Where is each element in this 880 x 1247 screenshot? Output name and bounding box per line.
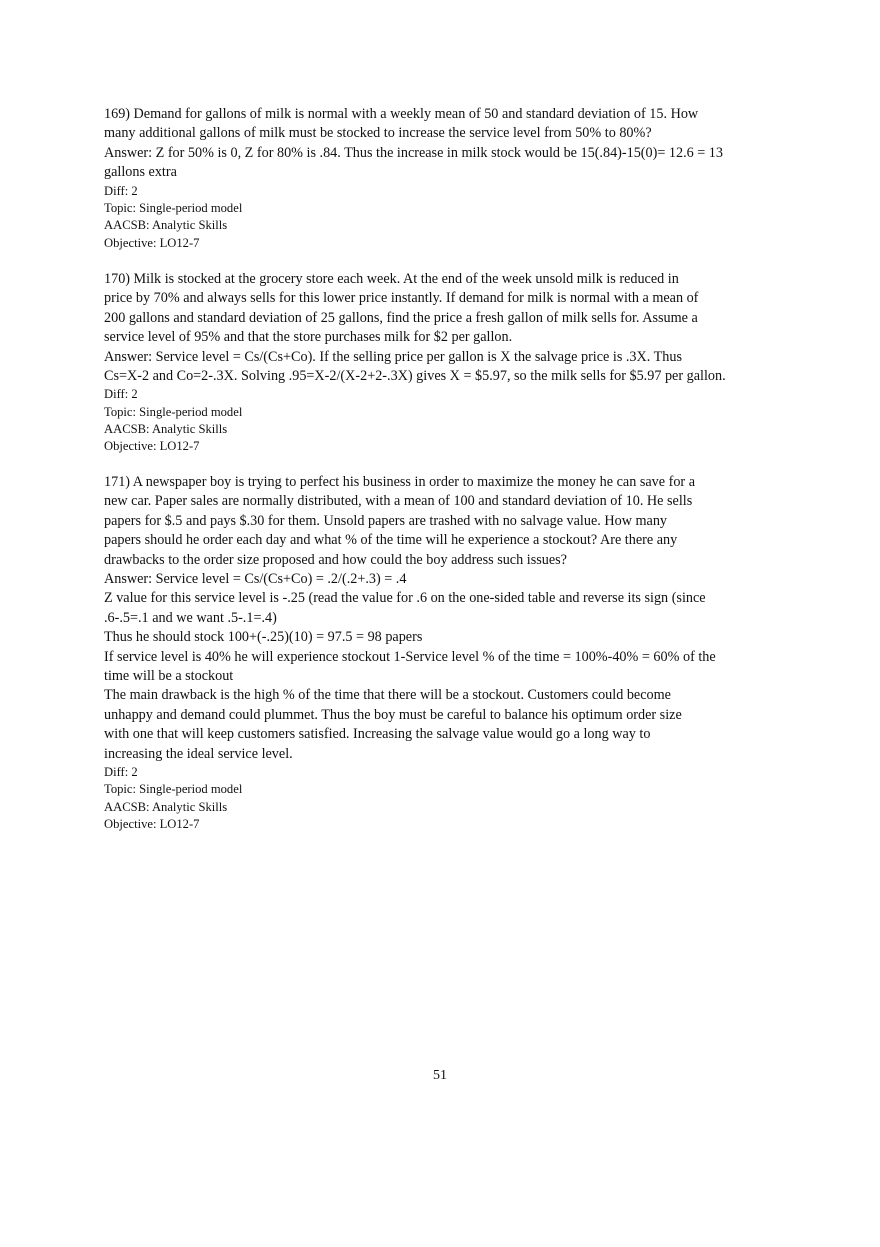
question-text-line: papers should he order each day and what % of the time will he experience a stockout? Are there any	[104, 532, 678, 549]
page-number: 51	[433, 1068, 447, 1083]
question-objective: Objective: LO12-7	[104, 439, 200, 454]
question-aacsb: AACSB: Analytic Skills	[104, 799, 228, 814]
question-aacsb: AACSB: Analytic Skills	[104, 218, 228, 233]
question-170	[104, 270, 764, 456]
question-text-line: .6-.5=.1 and we want .5-.1=.4)	[104, 609, 277, 626]
question-text-line: Answer: Service level = Cs/(Cs+Co) = .2/(.2+.3) = .4	[104, 571, 407, 588]
question-171	[104, 473, 764, 833]
question-objective: Objective: LO12-7	[104, 235, 200, 250]
question-text-line: unhappy and demand could plummet. Thus the boy must be careful to balance his optimum order size	[104, 706, 682, 723]
question-text-line: 170) Milk is stocked at the grocery store each week. At the end of the week unsold milk is reduced in	[104, 271, 679, 287]
question-text-line: 171) A newspaper boy is trying to perfect his business in order to maximize the money he can save for a	[104, 474, 695, 490]
question-text-line: many additional gallons of milk must be stocked to increase the service level from 50% to 80%?	[104, 125, 652, 142]
question-text-line: Answer: Z for 50% is 0, Z for 80% is .84. Thus the increase in milk stock would be 15(.84)-15(0)= 12.6 = 13	[104, 144, 723, 161]
question-text-line: with one that will keep customers satisfied. Increasing the salvage value would go a long way to	[104, 726, 651, 743]
question-text-line: gallons extra	[104, 164, 177, 181]
question-topic: Topic: Single-period model	[104, 782, 243, 797]
question-aacsb: AACSB: Analytic Skills	[104, 422, 228, 437]
question-text-line: drawbacks to the order size proposed and how could the boy address such issues?	[104, 551, 567, 568]
question-topic: Topic: Single-period model	[104, 404, 243, 419]
question-text-line: 169) Demand for gallons of milk is normal with a weekly mean of 50 and standard deviation of 15. How	[104, 106, 699, 122]
question-text-line: price by 70% and always sells for this lower price instantly. If demand for milk is normal with a mean of	[104, 290, 699, 307]
question-169	[104, 105, 764, 252]
question-text-line: Answer: Service level = Cs/(Cs+Co). If the selling price per gallon is X the salvage price is .3X. Thus	[104, 348, 682, 365]
question-topic: Topic: Single-period model	[104, 200, 243, 215]
question-objective: Objective: LO12-7	[104, 816, 200, 831]
question-text-line: service level of 95% and that the store purchases milk for $2 per gallon.	[104, 329, 513, 346]
question-diff: Diff: 2	[104, 765, 138, 780]
question-text-line: Thus he should stock 100+(-.25)(10) = 97.5 = 98 papers	[104, 629, 423, 646]
question-diff: Diff: 2	[104, 183, 138, 198]
question-text-line: increasing the ideal service level.	[104, 745, 293, 762]
question-text-line: Z value for this service level is -.25 (read the value for .6 on the one-sided table and reverse its sign (since	[104, 590, 706, 607]
question-text-line: new car. Paper sales are normally distributed, with a mean of 100 and standard deviation of 10. He sells	[104, 493, 693, 510]
question-text-line: papers for $.5 and pays $.30 for them. Unsold papers are trashed with no salvage value. How many	[104, 512, 668, 529]
question-text-line: The main drawback is the high % of the time that there will be a stockout. Customers could become	[104, 687, 671, 704]
question-text-line: time will be a stockout	[104, 668, 234, 685]
question-diff: Diff: 2	[104, 387, 138, 402]
question-text-line: Cs=X-2 and Co=2-.3X. Solving .95=X-2/(X-2+2-.3X) gives X = $5.97, so the milk sells for $5.97 per gallon.	[104, 368, 726, 385]
question-text-line: 200 gallons and standard deviation of 25 gallons, find the price a fresh gallon of milk sells for. Assume a	[104, 309, 698, 326]
question-text-line: If service level is 40% he will experience stockout 1-Service level % of the time = 100%-40% = 60% of the	[104, 648, 716, 665]
